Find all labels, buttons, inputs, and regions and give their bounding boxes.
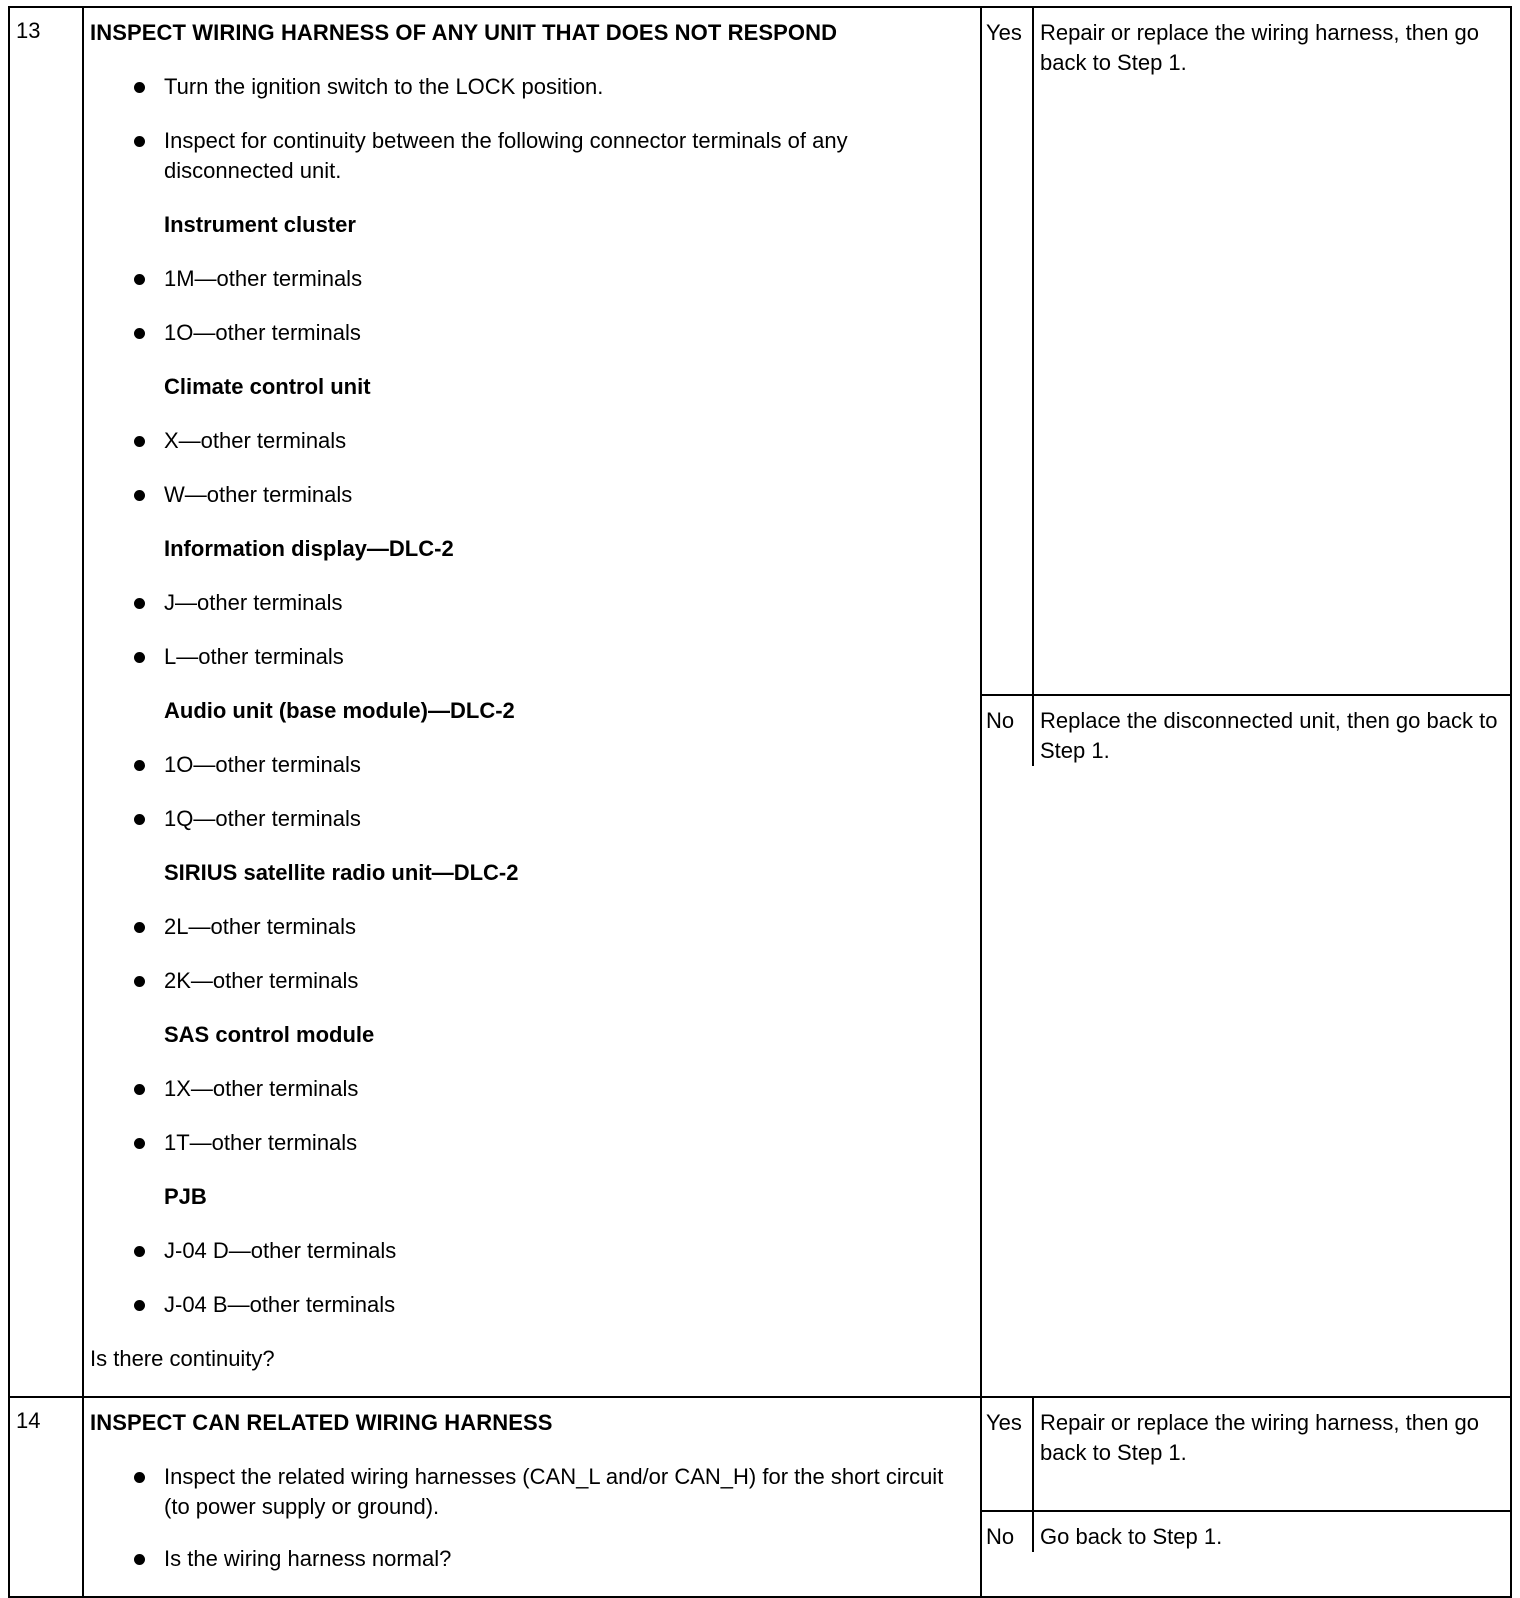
unit-heading: Climate control unit [164, 374, 371, 399]
terminal-bullet [90, 642, 974, 672]
terminal-bullet [90, 1236, 974, 1266]
bullet-icon [134, 328, 145, 339]
terminal-bullet [90, 318, 974, 348]
step-heading: INSPECT CAN RELATED WIRING HARNESS [90, 1410, 553, 1435]
bullet-icon [134, 814, 145, 825]
yes-result-row [982, 1398, 1510, 1510]
yes-action: Repair or replace the wiring harness, then go back to Step 1. [1040, 1410, 1480, 1465]
no-action: Replace the disconnected unit, then go back to Step 1. [1040, 708, 1498, 763]
bullet-icon [134, 922, 145, 933]
terminal-text: J-04 B—other terminals [164, 1292, 396, 1317]
terminal-text: 2L—other terminals [164, 914, 356, 939]
terminal-bullet [90, 1074, 974, 1104]
bullet-icon [134, 976, 145, 987]
bullet-icon [134, 1246, 145, 1257]
terminal-text: 2K—other terminals [164, 968, 359, 993]
yes-label: Yes [982, 8, 1034, 694]
procedure-bullet [90, 72, 974, 102]
bullet-icon [134, 1300, 145, 1311]
terminal-bullet [90, 480, 974, 510]
step-heading: INSPECT WIRING HARNESS OF ANY UNIT THAT DOES NOT RESPOND [90, 20, 838, 45]
terminal-text: L—other terminals [164, 644, 344, 669]
unit-heading: SAS control module [164, 1022, 375, 1047]
step-question: Is there continuity? [90, 1346, 275, 1371]
step-number: 14 [16, 1408, 41, 1433]
terminal-text: J-04 D—other terminals [164, 1238, 397, 1263]
unit-heading: Audio unit (base module)—DLC-2 [164, 698, 515, 723]
bullet-icon [134, 436, 145, 447]
terminal-text: W—other terminals [164, 482, 353, 507]
unit-heading: PJB [164, 1184, 207, 1209]
terminal-bullet [90, 588, 974, 618]
bullet-text: Turn the ignition switch to the LOCK position. [164, 74, 604, 99]
terminal-text: 1O—other terminals [164, 320, 361, 345]
step-number: 13 [16, 18, 41, 43]
terminal-bullet [90, 1128, 974, 1158]
step-number-cell [9, 1397, 83, 1597]
step-result-cell [981, 1397, 1511, 1597]
bullet-icon [134, 274, 145, 285]
yes-result-row [982, 8, 1510, 694]
unit-heading: Information display—DLC-2 [164, 536, 454, 561]
procedure-bullet [90, 126, 974, 186]
bullet-text: Is the wiring harness normal? [164, 1546, 452, 1571]
terminal-bullet [90, 264, 974, 294]
no-label: No [982, 1512, 1034, 1552]
no-result-row [982, 1510, 1510, 1552]
bullet-icon [134, 1554, 145, 1565]
terminal-text: 1Q—other terminals [164, 806, 361, 831]
terminal-text: 1M—other terminals [164, 266, 363, 291]
procedure-bullet [90, 1544, 974, 1574]
bullet-icon [134, 490, 145, 501]
terminal-text: 1X—other terminals [164, 1076, 359, 1101]
bullet-icon [134, 82, 145, 93]
yes-label: Yes [982, 1398, 1034, 1510]
bullet-icon [134, 760, 145, 771]
terminal-bullet [90, 966, 974, 996]
step-number-cell [9, 7, 83, 1397]
bullet-text: Inspect the related wiring harnesses (CAN_L and/or CAN_H) for the short circuit (to power supply or ground). [164, 1464, 944, 1519]
terminal-bullet [90, 912, 974, 942]
bullet-icon [134, 1472, 145, 1483]
bullet-icon [134, 598, 145, 609]
step-result-cell [981, 7, 1511, 1397]
step-row-14 [9, 1397, 1511, 1597]
no-label: No [982, 696, 1034, 766]
terminal-text: X—other terminals [164, 428, 347, 453]
bullet-icon [134, 1084, 145, 1095]
step-row-13 [9, 7, 1511, 1397]
terminal-text: J—other terminals [164, 590, 343, 615]
terminal-text: 1T—other terminals [164, 1130, 358, 1155]
terminal-bullet [90, 804, 974, 834]
step-procedure-cell [83, 1397, 981, 1597]
unit-heading: SIRIUS satellite radio unit—DLC-2 [164, 860, 519, 885]
no-action: Go back to Step 1. [1040, 1524, 1223, 1549]
diagnostic-table [8, 6, 1512, 1598]
bullet-icon [134, 136, 145, 147]
unit-heading: Instrument cluster [164, 212, 356, 237]
terminal-text: 1O—other terminals [164, 752, 361, 777]
bullet-text: Inspect for continuity between the following connector terminals of any disconnected unit. [164, 128, 848, 183]
terminal-bullet [90, 1290, 974, 1320]
terminal-bullet [90, 426, 974, 456]
bullet-icon [134, 1138, 145, 1149]
no-result-row [982, 694, 1510, 766]
bullet-icon [134, 652, 145, 663]
step-procedure-cell [83, 7, 981, 1397]
yes-action: Repair or replace the wiring harness, then go back to Step 1. [1040, 20, 1480, 75]
terminal-bullet [90, 750, 974, 780]
procedure-bullet [90, 1462, 974, 1522]
